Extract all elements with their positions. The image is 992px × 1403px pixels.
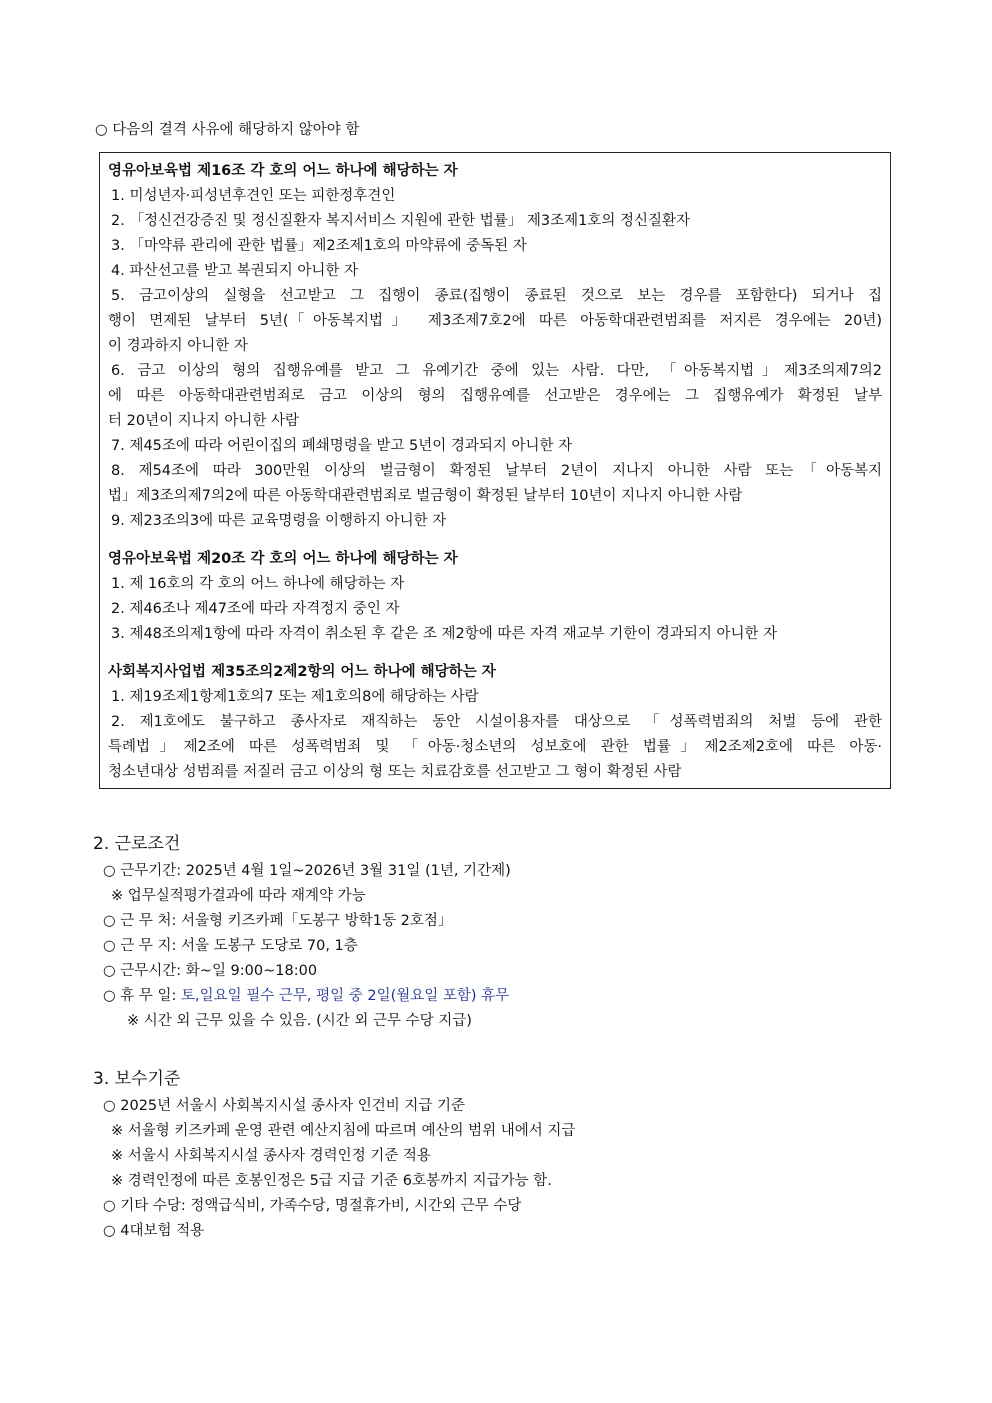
work-place: ○ 근 무 처: 서울형 키즈카페「도봉구 방학1동 2호점」 (103, 913, 453, 929)
list-item-continuation: 에 따른 아동학대관련범죄로 금고 이상의 형의 집행유예를 선고받은 경우에는 그 집행유예가 확정된 날부 (108, 388, 882, 404)
working-conditions-section (93, 829, 511, 1034)
work-location: ○ 근 무 지: 서울 도봉구 도당로 70, 1층 (103, 938, 358, 954)
disqualification-intro: ○ 다음의 결격 사유에 해당하지 않아야 함 (95, 122, 360, 138)
list-item: 6. 금고 이상의 형의 집행유예를 받고 그 유예기간 중에 있는 사람. 다만, 「아동복지법」제3조의제7의2 (111, 363, 882, 379)
list-item-continuation: 터 20년이 지나지 아니한 사람 (108, 413, 299, 429)
list-item: 2. 제46조나 제47조에 따라 자격정지 중인 자 (111, 601, 400, 617)
list-item: 1. 제19조제1항제1호의7 또는 제1호의8에 해당하는 사람 (111, 689, 479, 705)
list-item: 3. 「마약류 관리에 관한 법률」제2조제1호의 마약류에 중독된 자 (111, 238, 527, 254)
group-heading-social-welfare: 사회복지사업법 제35조의2제2항의 어느 하나에 해당하는 자 (108, 664, 496, 680)
disqualification-box (99, 152, 891, 789)
holidays-note: ※ 시간 외 근무 있을 수 있음. (시간 외 근무 수당 지급) (127, 1013, 472, 1029)
section-title: 3. 보수기준 (93, 1069, 181, 1089)
holidays-label: ○ 휴 무 일: (103, 988, 181, 1004)
list-item: 1. 미성년자·피성년후견인 또는 피한정후견인 (111, 188, 396, 204)
work-period-note: ※ 업무실적평가결과에 따라 재계약 가능 (111, 888, 366, 904)
holidays (93, 984, 511, 1009)
list-item-continuation: 특례법」제2조에 따른 성폭력범죄 및 「아동·청소년의 성보호에 관한 법률」제2조제2호에 따른 아동· (108, 739, 882, 755)
salary-note: ※ 서울시 사회복지시설 종사자 경력인정 기준 적용 (111, 1148, 431, 1164)
other-allowances: ○ 기타 수당: 정액급식비, 가족수당, 명절휴가비, 시간외 근무 수당 (103, 1198, 522, 1214)
list-item: 5. 금고이상의 실형을 선고받고 그 집행이 종료(집행이 종료된 것으로 보는 경우를 포함한다) 되거나 집 (111, 288, 882, 304)
list-item: 4. 파산선고를 받고 복권되지 아니한 자 (111, 263, 358, 279)
holidays-value: 토,일요일 필수 근무, 평일 중 2일(월요일 포함) 휴무 (181, 988, 510, 1004)
section-title: 2. 근로조건 (93, 834, 181, 854)
salary-note: ※ 서울형 키즈카페 운영 관련 예산지침에 따르며 예산의 범위 내에서 지급 (111, 1123, 576, 1139)
list-item-continuation: 이 경과하지 아니한 자 (108, 338, 248, 354)
salary-section (93, 1064, 575, 1244)
insurance: ○ 4대보험 적용 (103, 1223, 205, 1239)
list-item-continuation: 청소년대상 성범죄를 저질러 금고 이상의 형 또는 치료감호를 선고받고 그 형이 확정된 사람 (108, 764, 682, 780)
list-item: 1. 제 16호의 각 호의 어느 하나에 해당하는 자 (111, 576, 405, 592)
list-item-continuation: 행이 면제된 날부터 5년(「아동복지법」 제3조제7호2에 따른 아동학대관련범죄를 저지른 경우에는 20년) (108, 313, 882, 329)
group-heading-childcare-20: 영유아보육법 제20조 각 호의 어느 하나에 해당하는 자 (108, 551, 458, 567)
list-item: 2. 「정신건강증진 및 정신질환자 복지서비스 지원에 관한 법률」 제3조제1호의 정신질환자 (111, 213, 691, 229)
list-item: 9. 제23조의3에 따른 교육명령을 이행하지 아니한 자 (111, 513, 447, 529)
list-item: 8. 제54조에 따라 300만원 이상의 벌금형이 확정된 날부터 2년이 지나지 아니한 사람 또는「아동복지 (111, 463, 882, 479)
list-item: 2. 제1호에도 불구하고 종사자로 재직하는 동안 시설이용자를 대상으로 「성폭력범죄의 처벌 등에 관한 (111, 714, 882, 730)
list-item: 3. 제48조의제1항에 따라 자격이 취소된 후 같은 조 제2항에 따른 자격 재교부 기한이 경과되지 아니한 자 (111, 626, 778, 642)
salary-standard: ○ 2025년 서울시 사회복지시설 종사자 인건비 지급 기준 (103, 1098, 465, 1114)
list-item-continuation: 법」제3조의제7의2에 따른 아동학대관련범죄로 벌금형이 확정된 날부터 10년이 지나지 아니한 사람 (108, 488, 743, 504)
work-period: ○ 근무기간: 2025년 4월 1일~2026년 3월 31일 (1년, 기간제) (103, 863, 511, 879)
list-item: 7. 제45조에 따라 어린이집의 폐쇄명령을 받고 5년이 경과되지 아니한 자 (111, 438, 573, 454)
work-hours: ○ 근무시간: 화~일 9:00~18:00 (103, 963, 318, 979)
group-heading-childcare-16: 영유아보육법 제16조 각 호의 어느 하나에 해당하는 자 (108, 163, 458, 179)
salary-note: ※ 경력인정에 따른 호봉인정은 5급 지급 기준 6호봉까지 지급가능 함. (111, 1173, 552, 1189)
